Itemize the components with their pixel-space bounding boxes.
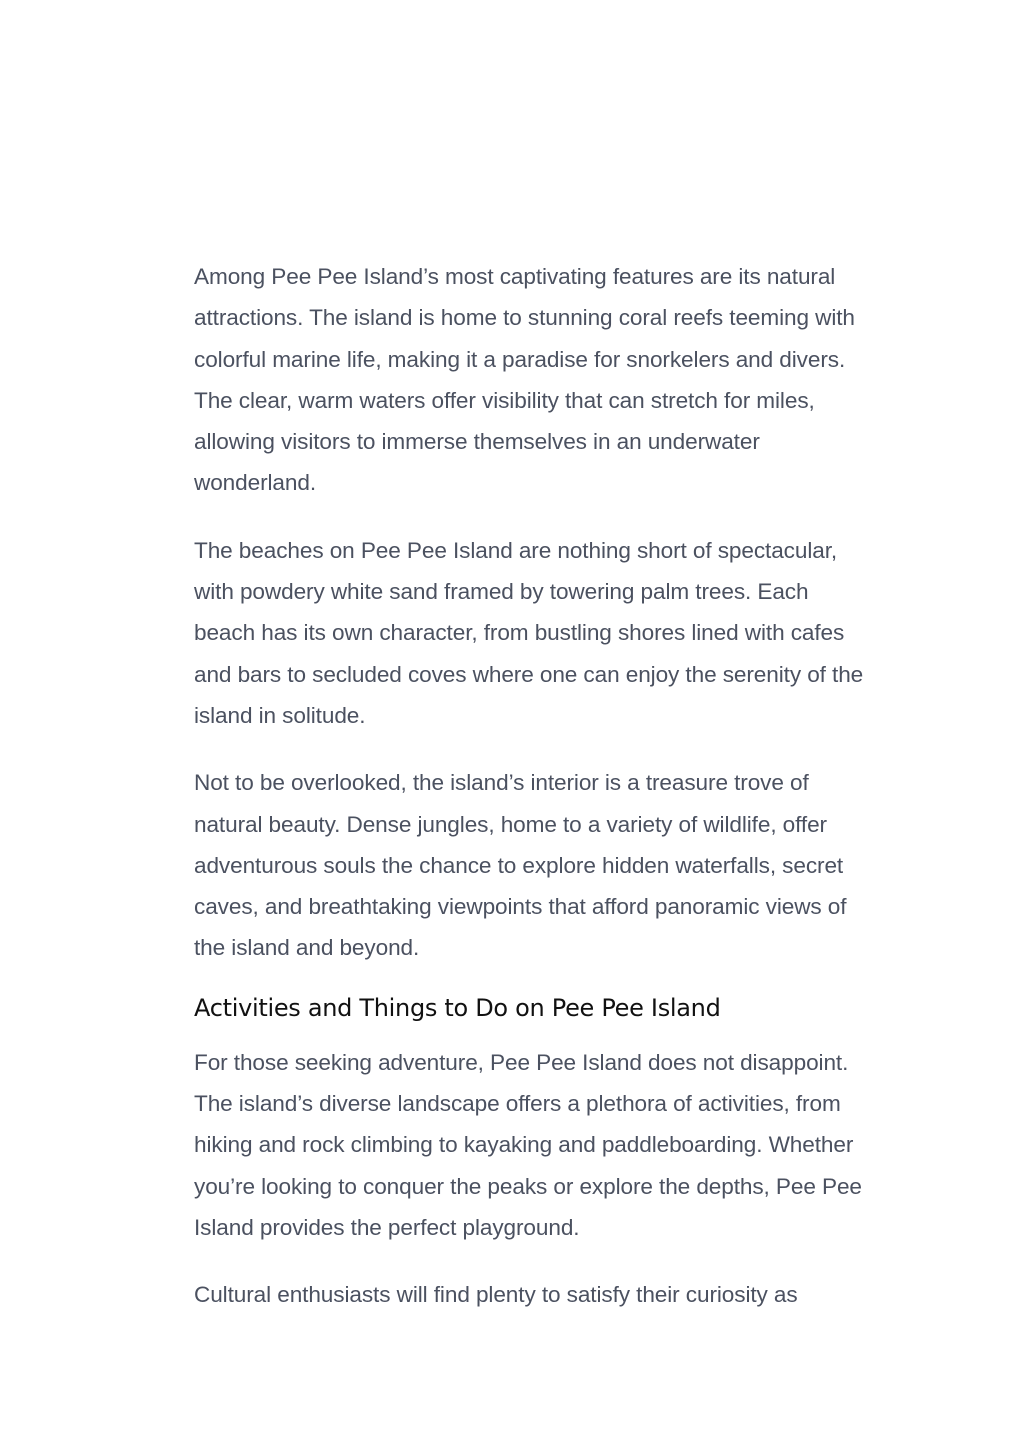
paragraph-culture: Cultural enthusiasts will find plenty to satisfy their curiosity as (194, 1282, 798, 1308)
article-body (194, 256, 864, 1342)
section-heading-activities: Activities and Things to Do on Pee Pee Island (194, 993, 721, 1022)
paragraph-adventure: For those seeking adventure, Pee Pee Island does not disappoint. The island’s diverse landscape offers a plethora of activities, from hiking and rock climbing to kayaking and paddleboarding. Whether you’re looking to conquer the peaks or explore the depths, Pee Pee Island provides the perfect playground. (194, 1049, 862, 1240)
paragraph-interior: Not to be overlooked, the island’s interior is a treasure trove of natural beauty. Dense jungles, home to a variety of wildlife, offer adventurous souls the chance to explore hidden waterfalls, secret caves, and breathtaking viewpoints that afford panoramic views of the island and beyond. (194, 770, 847, 961)
paragraph-beaches: The beaches on Pee Pee Island are nothing short of spectacular, with powdery white sand framed by towering palm trees. Each beach has its own character, from bustling shores lined with cafes and bars to secluded coves where one can enjoy the serenity of the island in solitude. (194, 537, 864, 728)
paragraph-natural-attractions: Among Pee Pee Island’s most captivating features are its natural attractions. The island is home to stunning coral reefs teeming with colorful marine life, making it a paradise for snorkelers and divers. The clear, warm waters offer visibility that can stretch for miles, allowing visitors to immerse themselves in an underwater wonderland. (194, 264, 855, 496)
